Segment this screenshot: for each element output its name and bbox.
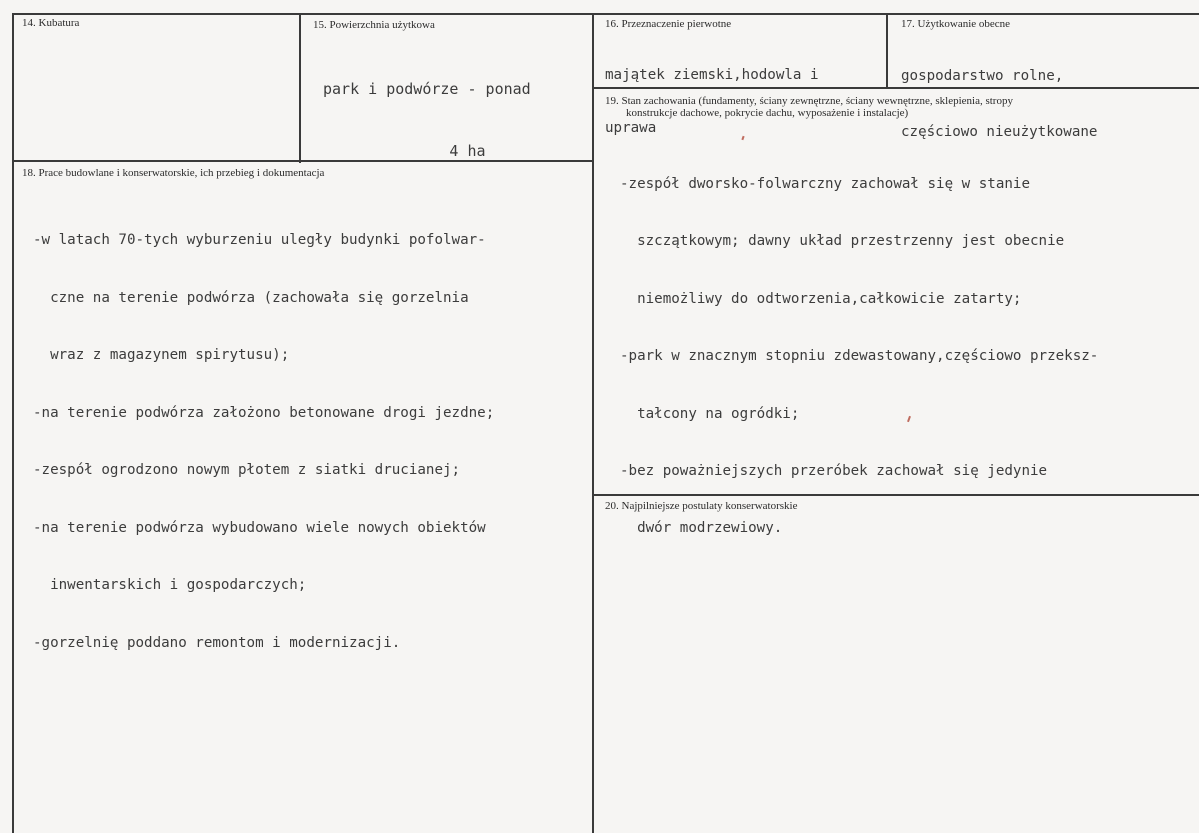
stan-zachowania-line: tałcony na ogródki; — [620, 405, 800, 422]
prace-budowlane-line: -na terenie podwórza wybudowano wiele nowych obiektów — [33, 519, 486, 536]
uzytkowanie-label: 17. Użytkowanie obecne — [901, 18, 1011, 30]
powierzchnia-value — [323, 40, 531, 200]
left-border — [12, 13, 14, 833]
divider-center — [592, 13, 594, 833]
prace-budowlane-line: -w latach 70-tych wyburzeniu uległy budynki pofolwar- — [33, 232, 486, 248]
stan-zachowania-label-cont: konstrukcje dachowe, pokrycie dachu, wyposażenie i instalacje) — [626, 107, 909, 119]
stan-zachowania-line: -bez poważniejszych przeróbek zachował się jedynie — [620, 462, 1048, 479]
prace-budowlane-line: -zespół ogrodzono nowym płotem z siatki drucianej; — [33, 462, 461, 478]
uzytkowanie-line: częściowo nieużytkowane — [901, 124, 1098, 140]
powierzchnia-line: park i podwórze - ponad — [323, 80, 531, 98]
prace-budowlane-line: -gorzelnię poddano remontom i modernizacji. — [33, 634, 401, 651]
stan-zachowania-label: 19. Stan zachowania (fundamenty, ściany zewnętrzne, ściany wewnętrzne, sklepienia, stropy — [605, 95, 1013, 107]
prace-budowlane-line: czne na terenie podwórza (zachowała się gorzelnia — [33, 289, 469, 306]
kubatura-label: 14. Kubatura — [22, 17, 80, 29]
przeznaczenie-line: majątek ziemski,hodowla i — [605, 67, 819, 83]
prace-budowlane-value — [33, 196, 494, 688]
postulaty-label: 20. Najpilniejsze postulaty konserwatorskie — [605, 500, 798, 512]
stan-zachowania-line: dwór modrzewiowy. — [620, 520, 783, 537]
divider-16-17 — [886, 13, 888, 88]
divider-14-15 — [299, 13, 301, 163]
stan-zachowania-line: -zespół dworsko-folwarczny zachował się w stanie — [620, 176, 1030, 192]
top-border — [12, 13, 1199, 15]
przeznaczenie-label: 16. Przeznaczenie pierwotne — [605, 18, 732, 30]
uzytkowanie-line: gospodarstwo rolne, — [901, 68, 1064, 84]
stan-zachowania-line: -park w znacznym stopniu zdewastowany,częściowo przeksz- — [620, 348, 1099, 365]
powierzchnia-line: 4 ha — [323, 142, 486, 160]
stan-zachowania-line: szczątkowym; dawny układ przestrzenny jest obecnie — [620, 233, 1065, 250]
prace-budowlane-line: inwentarskich i gospodarczych; — [33, 577, 307, 593]
powierzchnia-label: 15. Powierzchnia użytkowa — [313, 19, 435, 31]
prace-budowlane-line: wraz z magazynem spirytusu); — [33, 347, 290, 363]
prace-budowlane-label: 18. Prace budowlane i konserwatorskie, ich przebieg i dokumentacja — [22, 167, 325, 179]
przeznaczenie-line: uprawa — [605, 120, 657, 136]
stan-zachowania-line: niemożliwy do odtworzenia,całkowicie zatarty; — [620, 290, 1022, 307]
prace-budowlane-line: -na terenie podwórza założono betonowane drogi jezdne; — [33, 404, 495, 421]
